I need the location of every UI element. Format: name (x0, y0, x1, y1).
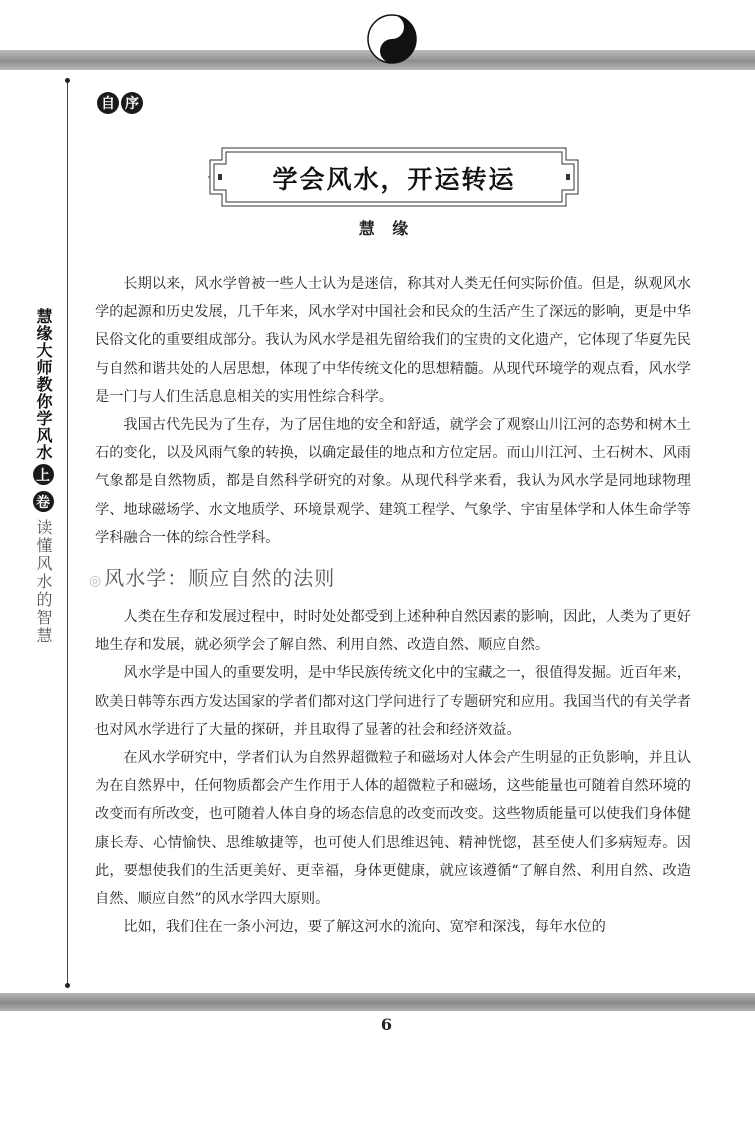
yin-yang-icon (367, 14, 417, 64)
volume-badge-2: 卷 (33, 491, 54, 512)
subheading-text: 风水学：顺应自然的法则 (104, 566, 336, 591)
paragraph: 长期以来，风水学曾被一些人士认为是迷信，称其对人类无任何实际价值。但是，纵观风水学的起源和历史发展，几千年来，风水学对中国社会和民众的生活产生了深远的影响，更是中华民俗文化的重要组成部分。我认为风水学是祖先留给我们的宝贵的文化遗产，它体现了华夏先民与自然和谐共处的人居思想，体现了中华传统文化的思想精髓。从现代环境学的观点看，风水学是一门与人们生活息息相关的实用性综合科学。 (95, 276, 691, 405)
section-label (97, 92, 143, 114)
section-badge-2: 序 (121, 92, 143, 114)
article-body (89, 270, 691, 941)
margin-rule-dot-bottom (65, 983, 70, 988)
spine-book-title (30, 308, 56, 645)
article-title: 学会风水，开运转运 (272, 165, 516, 194)
section-badge-1: 自 (97, 92, 119, 114)
title-banner (208, 146, 580, 208)
paragraph: 比如，我们住在一条小河边，要了解这河水的流向、宽窄和深浅，每年水位的 (123, 919, 606, 936)
paragraph: 人类在生存和发展过程中，时时处处都受到上述种种自然因素的影响，因此，人类为了更好地生存和发展，就必须学会了解自然、利用自然、改造自然、顺应自然。 (95, 609, 691, 654)
page-number: 6 (380, 1015, 393, 1034)
subheading-bullet-icon: ◎ (89, 573, 103, 590)
subheading (89, 562, 691, 597)
paragraph: 风水学是中国人的重要发明，是中华民族传统文化中的宝藏之一，很值得发掘。近百年来，欧美日韩等东西方发达国家的学者们都对这门学问进行了专题研究和应用。我国当代的有关学者也对风水学进行了大量的探研，并且取得了显著的社会和经济效益。 (95, 665, 691, 738)
volume-badge-1: 上 (33, 464, 54, 485)
paragraph: 在风水学研究中，学者们认为自然界超微粒子和磁场对人体会产生明显的正负影响，并且认为在自然界中，任何物质都会产生作用于人体的超微粒子和磁场，这些能量也可随着自然环境的改变而有所改变，也可随着人体自身的场态信息的改变而改变。这些物质能量可以使我们身体健康长寿、心情愉快、思维敏捷等，也可使人们思维迟钝、精神恍惚，甚至使人们多病短寿。因此，要想使我们的生活更美好、更幸福，身体更健康，就应该遵循“了解自然、利用自然、改造自然、顺应自然”的风水学四大原则。 (95, 750, 691, 908)
margin-rule-dot-top (65, 78, 70, 83)
book-title: 慧缘大师教你学风水 (34, 308, 53, 461)
paragraph: 我国古代先民为了生存，为了居住地的安全和舒适，就学会了观察山川江河的态势和树木土石的变化，以及风雨气象的转换，以确定最佳的地点和方位定居。而山川江河、土石树木、风雨气象都是自然物质，都是自然科学研究的对象。从现代科学来看，我认为风水学是同地球物理学、地球磁场学、水文地质学、环境景观学、建筑工程学、气象学、宇宙星体学和人体生命学等学科融合一体的综合性学科。 (95, 417, 691, 546)
author-name: 慧 缘 (358, 219, 415, 238)
book-subtitle: 读懂风水的智慧 (34, 519, 53, 645)
footer-band (0, 993, 755, 1011)
